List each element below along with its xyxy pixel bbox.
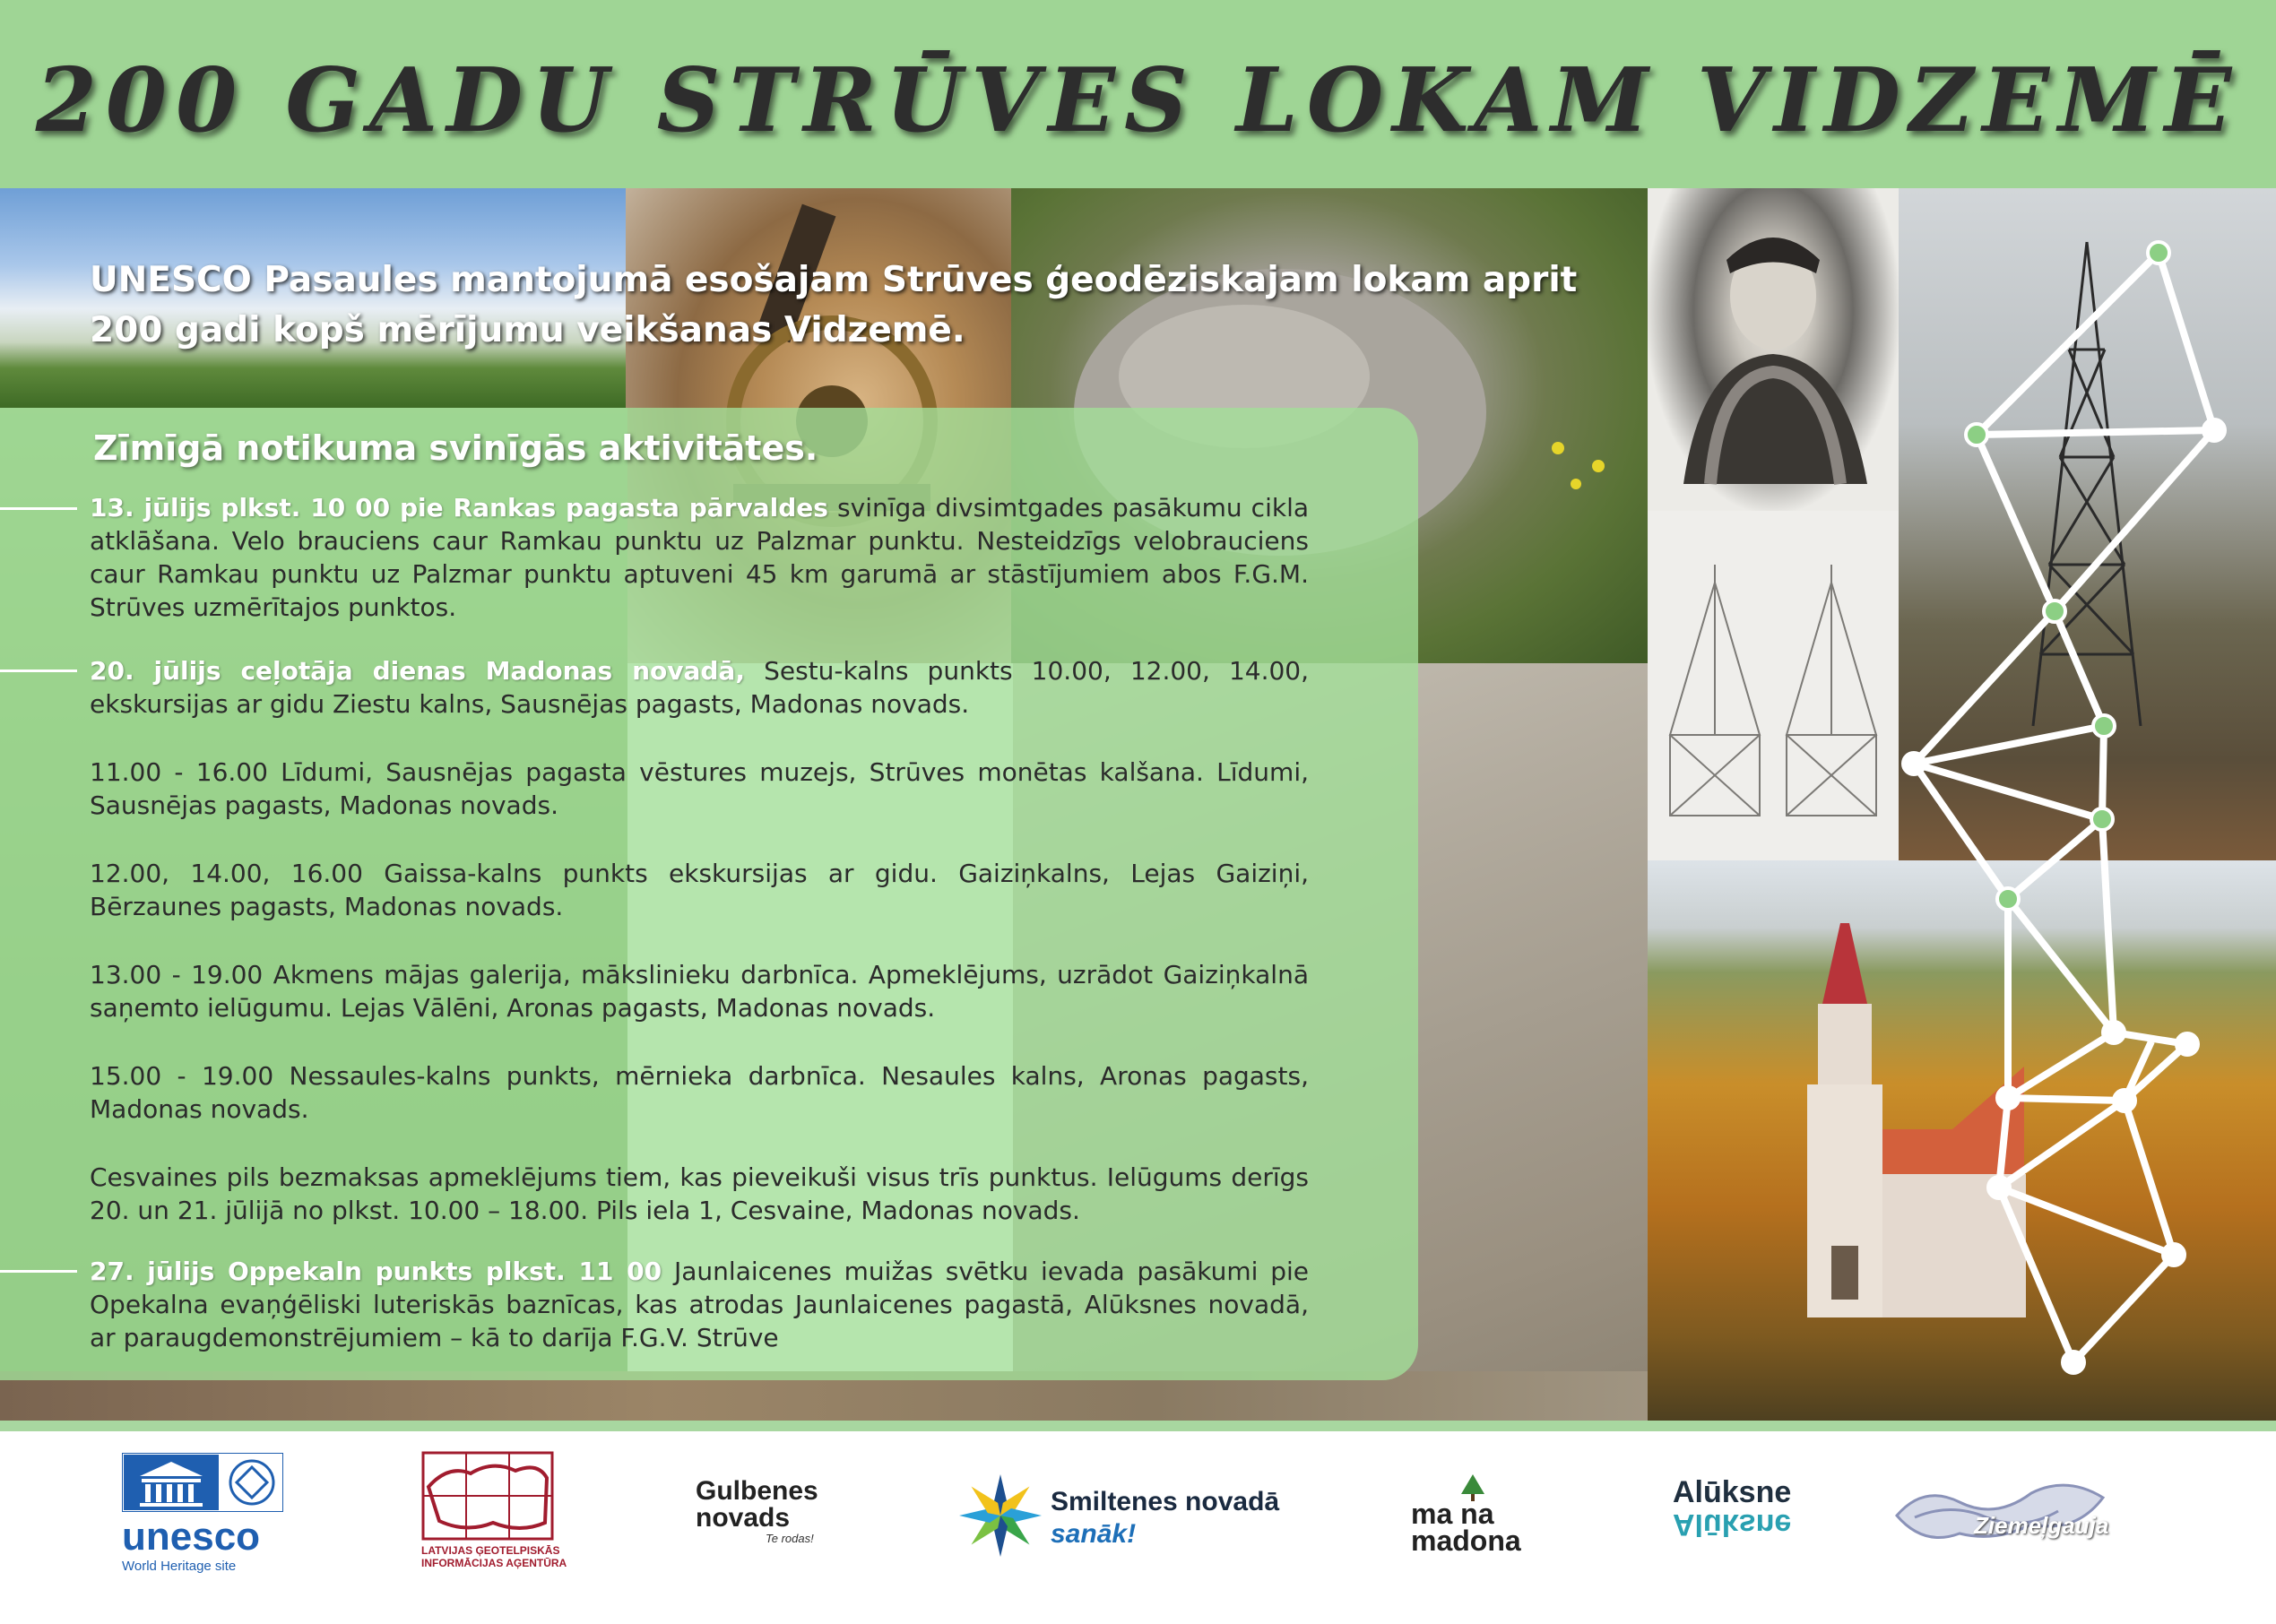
- madona-logo: [1407, 1474, 1542, 1573]
- event-text: 11.00 - 16.00 Līdumi, Sausnējas pagasta vēstures muzejs, Strūves monētas kalšana. Līdumi, Sausnējas pagasts, Madonas novads.: [90, 757, 1309, 820]
- lgia-line2: INFORMĀCIJAS AĢENTŪRA: [421, 1557, 567, 1569]
- event-text: 15.00 - 19.00 Nessaules-kalns punkts, mērnieka darbnīca. Nesaules kalns, Aronas pagasts, Madonas novads.: [90, 1061, 1309, 1124]
- event-item: [90, 491, 1309, 624]
- footer-divider: [0, 1421, 2276, 1431]
- gulbene-line1: Gulbenes: [696, 1476, 818, 1506]
- event-item: [90, 1059, 1309, 1126]
- smiltene-line2: sanāk!: [1051, 1519, 1137, 1549]
- aluksne-logo: [1673, 1476, 1807, 1557]
- event-item: [90, 1255, 1309, 1354]
- event-item: [90, 654, 1309, 721]
- event-text: Jaunlaicenes muižas svētku ievada pasākumi pie Opekalna evaņģēliski luteriskās baznīcas, kas atrodas Jaunlaicenes pagastā, Alūksnes novadā, ar paraugdemonstrējumiem – kā to darīja F.G.V. Strūve: [90, 1257, 1310, 1352]
- gulbene-logo: [696, 1478, 839, 1576]
- lgia-logo: [421, 1451, 565, 1585]
- madona-line2: madona: [1411, 1525, 1521, 1557]
- unesco-wordmark: unesco: [122, 1515, 261, 1559]
- event-text: svinīga divsimtgades pasākumu cikla atklāšana. Velo brauciens caur Ramkau punktu uz Palzmar punktu. Nesteidzīgs velobrauciens caur Ramkau punktu uz Palzmar punktu aptuveni 45 km garumā ar stāstījumiem abos F.G.M. Strūves uzmērītajos punktos.: [90, 493, 1310, 622]
- event-text: Cesvaines pils bezmaksas apmeklējums tiem, kas pieveikuši visus trīs punktus. Ielūgums derīgs 20. un 21. jūlijā no plkst. 10.00 – 18.00. Pils iela 1, Cesvaine, Madonas novads.: [90, 1162, 1309, 1225]
- intro-text: UNESCO Pasaules mantojumā esošajam Strūves ģeodēziskajam lokam aprit 200 gadi kopš mērījumu veikšanas Vidzemē.: [90, 260, 1578, 350]
- smiltene-flower-icon: [957, 1473, 1043, 1559]
- smiltene-logo: [957, 1473, 1280, 1571]
- event-text: Sestu-kalns punkts 10.00, 12.00, 14.00, ekskursijas ar gidu Ziestu kalns, Sausnējas pagasts, Madonas novads.: [90, 656, 1310, 719]
- madona-line1: ma na: [1411, 1498, 1494, 1530]
- lgia-line1: LATVIJAS ĢEOTELPISKĀS: [421, 1544, 560, 1557]
- event-marker: [0, 507, 77, 510]
- gulbene-line2: novads: [696, 1503, 791, 1533]
- event-item: [90, 756, 1309, 822]
- event-marker: [0, 1270, 77, 1273]
- event-text: 13.00 - 19.00 Akmens mājas galerija, mākslinieku darbnīca. Apmeklējums, uzrādot Gaiziņkalnā saņemto ielūgumu. Lejas Vālēni, Aronas pagasts, Madonas novads.: [90, 960, 1309, 1023]
- unesco-subtitle: World Heritage site: [122, 1559, 237, 1574]
- event-text: 12.00, 14.00, 16.00 Gaissa-kalns punkts ekskursijas ar gidu. Gaiziņkalns, Lejas Gaiziņi, Bērzaunes pagasts, Madonas novads.: [90, 859, 1309, 921]
- event-lead: 13. jūlijs plkst. 10 00 pie Rankas pagasta pārvaldes: [90, 493, 828, 523]
- ziemelgauja-logo: [1888, 1471, 2112, 1560]
- events-heading: Zīmīgā notikuma svinīgās aktivitātes.: [93, 428, 818, 468]
- event-item: [90, 1161, 1309, 1227]
- ziemelgauja-wordmark: Ziemeļgauja: [1974, 1512, 2109, 1539]
- latvia-map-icon: [421, 1451, 554, 1541]
- event-lead: 20. jūlijs ceļotāja dienas Madonas novadā,: [90, 656, 745, 686]
- poster-title: 200 GADU STRŪVES LOKAM VIDZEMĒ: [35, 49, 2241, 152]
- smiltene-line1: Smiltenes novadā: [1051, 1487, 1280, 1516]
- gulbene-tagline: Te rodas!: [766, 1532, 814, 1545]
- unesco-temple-icon: [122, 1453, 283, 1512]
- aluksne-reflection: Alūksne: [1673, 1507, 1792, 1542]
- event-lead: 27. jūlijs Oppekaln punkts plkst. 11 00: [90, 1257, 662, 1286]
- aluksne-wordmark: Alūksne: [1673, 1475, 1792, 1509]
- unesco-logo: [122, 1453, 292, 1578]
- event-item: [90, 958, 1309, 1024]
- event-item: [90, 857, 1309, 923]
- partner-logos-footer: [0, 1431, 2276, 1624]
- event-marker: [0, 669, 77, 672]
